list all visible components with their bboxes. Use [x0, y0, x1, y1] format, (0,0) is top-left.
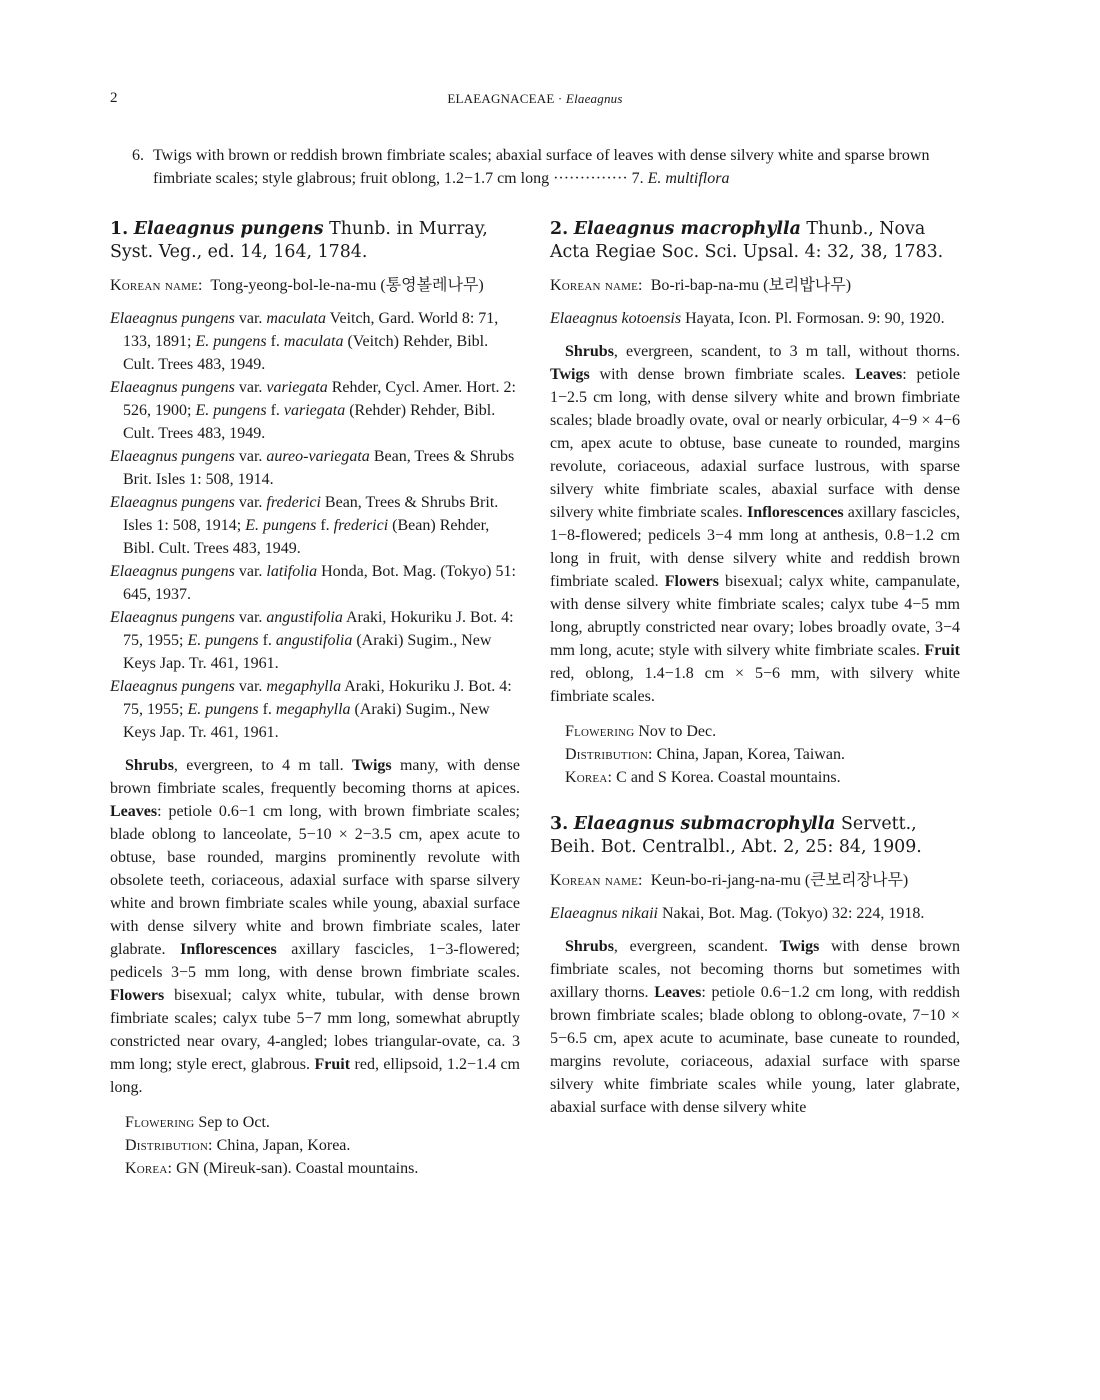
species-number: 1. — [110, 219, 129, 239]
synonym — [110, 675, 520, 744]
synonym — [110, 606, 520, 675]
desc-text: with dense brown fimbriate scales. — [589, 366, 856, 383]
syn-name: megaphylla — [266, 678, 342, 695]
running-title — [110, 91, 960, 107]
korean-name-label: Korean name: — [550, 277, 643, 294]
key-couplet — [132, 144, 960, 190]
key-number: 6. — [132, 147, 144, 164]
korea-note — [125, 1157, 520, 1180]
species-name: Elaeagnus macrophylla — [573, 219, 801, 239]
desc-term: Shrubs — [565, 938, 614, 955]
right-column — [550, 218, 960, 1119]
synonym — [110, 491, 520, 560]
desc-text: red, oblong, 1.4−1.8 cm × 5−6 mm, with silvery white fimbriate scales. — [550, 665, 960, 705]
syn-text: Araki, Hokuriku J. Bot. 4: 75, 1955; — [123, 609, 514, 649]
species-description — [550, 935, 960, 1119]
distribution-note — [565, 743, 960, 766]
desc-text: axillary fascicles, 1−8-flowered; pedicels 3−4 mm long at anthesis, 0.8−1.2 cm long in fruit, with dense silvery white and reddish brown fimbriate scaled. — [550, 504, 961, 590]
syn-text: Araki, Hokuriku J. Bot. 4: 75, 1955; — [123, 678, 512, 718]
syn-text: f. — [266, 402, 284, 419]
note-label: Korea: — [125, 1160, 173, 1177]
desc-text: axillary fascicles, 1−3-flowered; pedicels 3−5 mm long, with dense brown fimbriate scales. — [110, 941, 520, 981]
desc-term: Shrubs — [125, 757, 174, 774]
syn-name: Elaeagnus pungens — [110, 678, 235, 695]
key-text — [153, 144, 960, 190]
syn-text: Bean, Trees & Shrubs Brit. Isles 1: 508, 1914; — [123, 494, 499, 534]
species-entry — [550, 813, 960, 1119]
syn-text: var. — [234, 609, 267, 626]
syn-name: Elaeagnus pungens — [110, 609, 235, 626]
species-heading — [110, 218, 520, 264]
syn-name: E. pungens — [195, 402, 267, 419]
syn-name: Elaeagnus nikaii — [550, 905, 658, 922]
desc-text: : petiole 0.6−1.2 cm long, with reddish brown fimbriate scales; blade oblong to oblong-ovate, 7−10 × 5−6.5 cm, apex acute to acuminate, base cuneate to rounded, margins revolute, coriaceous, adaxial surface with sparse silvery white fimbriate scales while young, later glabrate, abaxial surface with dense silvery white — [550, 984, 960, 1116]
family-name: ELAEAGNACEAE — [447, 91, 555, 106]
desc-text: , evergreen, scandent, to 3 m tall, without thorns. — [613, 343, 960, 360]
korean-name-label: Korean name: — [110, 277, 203, 294]
syn-name: frederici — [266, 494, 321, 511]
left-column — [110, 218, 520, 1180]
species-description — [550, 340, 960, 708]
syn-name: E. pungens — [187, 632, 259, 649]
syn-text: Bean, Trees & Shrubs Brit. Isles 1: 508, 1914. — [123, 448, 515, 488]
desc-term: Leaves — [855, 366, 903, 383]
syn-name: Elaeagnus pungens — [110, 448, 235, 465]
desc-term: Fruit — [924, 642, 960, 659]
desc-text: many, with dense brown fimbriate scales, frequently becoming thorns at apices. — [110, 757, 520, 797]
syn-name: frederici — [333, 517, 389, 534]
desc-term: Twigs — [779, 938, 820, 955]
distribution-note — [125, 1134, 520, 1157]
korea-note — [565, 766, 960, 789]
synonym-list — [550, 902, 960, 925]
synonym-list — [550, 307, 960, 330]
korean-name-value: Tong-yeong-bol-le-na-mu (통영볼레나무) — [210, 277, 484, 294]
syn-name: megaphylla — [275, 701, 351, 718]
species-number: 3. — [550, 814, 569, 834]
species-name: Elaeagnus submacrophylla — [573, 814, 836, 834]
desc-term: Leaves — [110, 803, 158, 820]
species-authority: Thunb. in Murray, Syst. Veg., ed. 14, 164, 1784. — [110, 219, 488, 262]
syn-text: Hayata, Icon. Pl. Formosan. 9: 90, 1920. — [681, 310, 945, 327]
syn-text: (Bean) Rehder, Bibl. Cult. Trees 483, 1949. — [123, 517, 490, 557]
desc-term: Shrubs — [565, 343, 614, 360]
desc-term: Inflorescences — [746, 504, 844, 521]
page-number: 2 — [110, 90, 118, 106]
flowering-note — [565, 720, 960, 743]
syn-text: (Araki) Sugim., New Keys Jap. Tr. 461, 1961. — [123, 632, 492, 672]
syn-text: (Araki) Sugim., New Keys Jap. Tr. 461, 1961. — [123, 701, 490, 741]
key-target-number: 7. — [631, 170, 644, 187]
syn-name: Elaeagnus pungens — [110, 563, 235, 580]
synonym — [110, 376, 520, 445]
species-authority: Thunb., Nova Acta Regiae Soc. Sci. Upsal. 4: 32, 38, 1783. — [550, 219, 944, 262]
korean-name — [110, 274, 520, 297]
desc-text: : petiole 0.6−1 cm long, with brown fimbriate scales; blade oblong to lanceolate, 5−10 × 2−3.5 cm, apex acute to obtuse, base rounded, margins prominently revolute with obsolete teeth, coriaceous, adaxial surface with sparse silvery white and brown fimbriate scales while young, abaxial surface with dense silvery white and brown fimbriate scales, later glabrate. — [110, 803, 520, 958]
syn-name: maculata — [283, 333, 344, 350]
syn-name: angustifolia — [275, 632, 353, 649]
syn-text: Rehder, Cycl. Amer. Hort. 2: 526, 1900; — [123, 379, 516, 419]
desc-text: with dense brown fimbriate scales, not becoming thorns but sometimes with axillary thorns. — [550, 938, 960, 1001]
species-heading — [550, 218, 960, 264]
syn-name: angustifolia — [266, 609, 343, 626]
synonym — [550, 902, 960, 925]
species-description — [110, 754, 520, 1099]
syn-text: var. — [234, 494, 267, 511]
desc-term: Fruit — [314, 1056, 351, 1073]
note-text: China, Japan, Korea. — [212, 1137, 351, 1154]
syn-name: Elaeagnus pungens — [110, 494, 235, 511]
syn-name: latifolia — [266, 563, 318, 580]
note-text: Sep to Oct. — [194, 1114, 270, 1131]
synonym — [550, 307, 960, 330]
species-notes — [110, 1111, 520, 1180]
species-number: 2. — [550, 219, 569, 239]
synonym — [110, 307, 520, 376]
desc-text: : petiole 1−2.5 cm long, with dense silvery white and brown fimbriate scales; blade broadly ovate, oval or nearly orbicular, 4−9 × 4−6 cm, apex acute to obtuse, base cuneate to rounded, margins revolute, coriaceous, adaxial surface lustrous, with sparse silvery white fimbriate scales, abaxial surface with dense silvery white fimbriate scales. — [550, 366, 960, 521]
syn-text: Honda, Bot. Mag. (Tokyo) 51: 645, 1937. — [123, 563, 516, 603]
desc-text: bisexual; calyx white, campanulate, with dense silvery white fimbriate scales; calyx tube 4−5 mm long, abruptly constricted near ovary; lobes broadly ovate, 3−4 mm long, acute; style with silvery white fimbriate scales. — [550, 573, 960, 659]
key-lead: Twigs with brown or reddish brown fimbriate scales; abaxial surface of leaves with dense silvery white and sparse brown fimbriate scales; style glabrous; fruit oblong, 1.2−1.7 cm long — [153, 147, 930, 187]
desc-term: Twigs — [351, 757, 392, 774]
syn-text: var. — [234, 563, 267, 580]
note-label: Flowering — [565, 723, 635, 740]
syn-name: E. pungens — [187, 701, 259, 718]
desc-term: Flowers — [110, 987, 165, 1004]
species-name: Elaeagnus pungens — [133, 219, 324, 239]
note-text: Nov to Dec. — [634, 723, 717, 740]
desc-text: , evergreen, to 4 m tall. — [173, 757, 352, 774]
syn-text: f. — [258, 632, 276, 649]
syn-name: Elaeagnus kotoensis — [550, 310, 682, 327]
species-authority: Servett., Beih. Bot. Centralbl., Abt. 2, 25: 84, 1909. — [550, 814, 922, 857]
desc-term: Inflorescences — [180, 941, 277, 958]
syn-text: var. — [234, 379, 267, 396]
note-label: Distribution: — [125, 1137, 213, 1154]
korean-name — [550, 869, 960, 892]
syn-name: Elaeagnus pungens — [110, 310, 235, 327]
syn-text: var. — [234, 678, 267, 695]
note-label: Flowering — [125, 1114, 195, 1131]
note-label: Distribution: — [565, 746, 653, 763]
species-heading — [550, 813, 960, 859]
key-target-name: E. multiflora — [647, 170, 730, 187]
key-leader-dots: ·············· — [549, 170, 632, 187]
note-text: China, Japan, Korea, Taiwan. — [652, 746, 845, 763]
syn-text: var. — [234, 310, 267, 327]
korean-name-label: Korean name: — [550, 872, 643, 889]
syn-name: E. pungens — [245, 517, 317, 534]
species-notes — [550, 720, 960, 789]
syn-name: Elaeagnus pungens — [110, 379, 235, 396]
korean-name-value: Keun-bo-ri-jang-na-mu (큰보리장나무) — [650, 872, 909, 889]
desc-term: Flowers — [664, 573, 719, 590]
syn-text: Veitch, Gard. World 8: 71, 133, 1891; — [123, 310, 499, 350]
syn-text: f. — [258, 701, 276, 718]
desc-text: red, ellipsoid, 1.2−1.4 cm long. — [110, 1056, 521, 1096]
syn-name: variegata — [266, 379, 328, 396]
synonym — [110, 560, 520, 606]
flowering-note — [125, 1111, 520, 1134]
note-text: GN (Mireuk-san). Coastal mountains. — [172, 1160, 419, 1177]
title-separator: · — [554, 91, 566, 106]
running-header — [110, 90, 960, 110]
syn-text: f. — [266, 333, 284, 350]
syn-name: variegata — [283, 402, 346, 419]
desc-text: bisexual; calyx white, tubular, with dense brown fimbriate scales; calyx tube 5−7 mm long, somewhat abruptly constricted near ovary, 4-angled; lobes triangular-ovate, ca. 3 mm long; style erect, glabrous. — [110, 987, 520, 1073]
desc-text: , evergreen, scandent. — [613, 938, 780, 955]
syn-name: E. pungens — [195, 333, 267, 350]
syn-text: f. — [316, 517, 334, 534]
syn-name: aureo-variegata — [266, 448, 370, 465]
desc-term: Leaves — [654, 984, 702, 1001]
note-label: Korea: — [565, 769, 613, 786]
genus-name: Elaeagnus — [565, 91, 623, 106]
synonym — [110, 445, 520, 491]
korean-name-value: Bo-ri-bap-na-mu (보리밥나무) — [650, 277, 852, 294]
syn-text: var. — [234, 448, 267, 465]
syn-text: (Veitch) Rehder, Bibl. Cult. Trees 483, 1949. — [123, 333, 489, 373]
korean-name — [550, 274, 960, 297]
syn-text: (Rehder) Rehder, Bibl. Cult. Trees 483, 1949. — [123, 402, 496, 442]
desc-term: Twigs — [550, 366, 590, 383]
note-text: C and S Korea. Coastal mountains. — [612, 769, 841, 786]
synonym-list — [110, 307, 520, 744]
syn-text: Nakai, Bot. Mag. (Tokyo) 32: 224, 1918. — [657, 905, 925, 922]
syn-name: maculata — [266, 310, 326, 327]
